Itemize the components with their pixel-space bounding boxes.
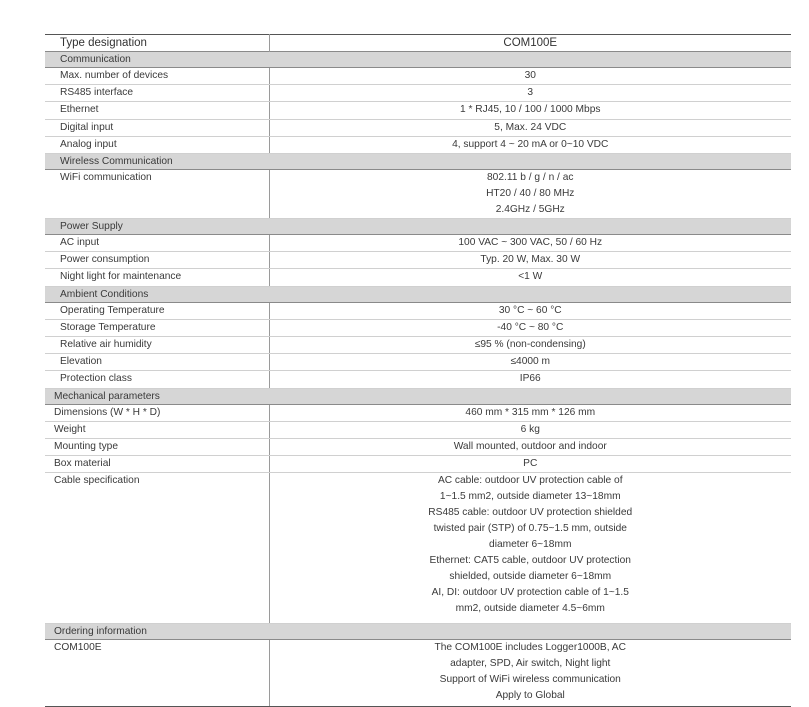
value-line: AC cable: outdoor UV protection cable of bbox=[437, 475, 623, 487]
row-value: 1 * RJ45, 10 / 100 / 1000 Mbps bbox=[269, 102, 791, 119]
row-label: WiFi communication bbox=[45, 170, 269, 219]
row-label: Dimensions (W * H * D) bbox=[45, 404, 269, 421]
table-row-cable-specification bbox=[45, 473, 791, 624]
table-row bbox=[45, 252, 791, 269]
row-label: AC input bbox=[45, 235, 269, 252]
value-line: 2.4GHz / 5GHz bbox=[495, 204, 565, 216]
table-row bbox=[45, 404, 791, 421]
table-row bbox=[45, 68, 791, 85]
row-label: Ethernet bbox=[45, 102, 269, 119]
section-title: Wireless Communication bbox=[45, 154, 791, 170]
row-value: Wall mounted, outdoor and indoor bbox=[269, 439, 791, 456]
row-label: Elevation bbox=[45, 354, 269, 371]
value-line: diameter 6~18mm bbox=[489, 539, 572, 551]
section-wireless bbox=[45, 154, 791, 170]
row-label: Operating Temperature bbox=[45, 302, 269, 319]
row-value: PC bbox=[269, 456, 791, 473]
value-line: adapter, SPD, Air switch, Night light bbox=[450, 658, 611, 670]
row-value: 30 °C ~ 60 °C bbox=[269, 302, 791, 319]
value-line: HT20 / 40 / 80 MHz bbox=[486, 188, 575, 200]
table-row bbox=[45, 456, 791, 473]
value-line: shielded, outside diameter 6~18mm bbox=[449, 571, 612, 583]
row-label: Weight bbox=[45, 421, 269, 438]
table-row bbox=[45, 421, 791, 438]
row-value: 30 bbox=[269, 68, 791, 85]
row-value bbox=[269, 473, 791, 624]
row-value: Typ. 20 W, Max. 30 W bbox=[269, 252, 791, 269]
row-value: 100 VAC ~ 300 VAC, 50 / 60 Hz bbox=[269, 235, 791, 252]
row-value: 460 mm * 315 mm * 126 mm bbox=[269, 404, 791, 421]
row-value: 4, support 4 ~ 20 mA or 0~10 VDC bbox=[269, 136, 791, 153]
spec-table bbox=[45, 34, 791, 707]
row-label: Power consumption bbox=[45, 252, 269, 269]
value-line: AI, DI: outdoor UV protection cable of 1~1.5 bbox=[431, 587, 629, 599]
row-value bbox=[269, 170, 791, 219]
row-value: 5, Max. 24 VDC bbox=[269, 119, 791, 136]
row-label: Cable specification bbox=[45, 473, 269, 624]
row-value: -40 °C ~ 80 °C bbox=[269, 319, 791, 336]
table-row bbox=[45, 439, 791, 456]
row-label: COM100E bbox=[45, 640, 269, 707]
section-ordering-information bbox=[45, 624, 791, 640]
table-row bbox=[45, 119, 791, 136]
type-designation-label: Type designation bbox=[45, 35, 269, 52]
row-value: ≤4000 m bbox=[269, 354, 791, 371]
type-designation-value: COM100E bbox=[269, 35, 791, 52]
section-title: Communication bbox=[45, 52, 791, 68]
value-line: Support of WiFi wireless communication bbox=[439, 674, 621, 686]
row-value: 6 kg bbox=[269, 421, 791, 438]
table-row-ordering bbox=[45, 640, 791, 707]
section-title: Ambient Conditions bbox=[45, 286, 791, 302]
table-row bbox=[45, 85, 791, 102]
table-header-row bbox=[45, 35, 791, 52]
value-line: 1~1.5 mm2, outside diameter 13~18mm bbox=[439, 491, 621, 503]
table-row bbox=[45, 354, 791, 371]
section-title: Mechanical parameters bbox=[45, 388, 791, 404]
row-value: <1 W bbox=[269, 269, 791, 286]
table-row bbox=[45, 102, 791, 119]
row-label: Digital input bbox=[45, 119, 269, 136]
section-title: Power Supply bbox=[45, 219, 791, 235]
row-label: Storage Temperature bbox=[45, 319, 269, 336]
table-row bbox=[45, 269, 791, 286]
table-row bbox=[45, 170, 791, 219]
row-label: Relative air humidity bbox=[45, 337, 269, 354]
value-line: Ethernet: CAT5 cable, outdoor UV protection bbox=[429, 555, 631, 567]
table-row bbox=[45, 302, 791, 319]
section-ambient-conditions bbox=[45, 286, 791, 302]
section-communication bbox=[45, 52, 791, 68]
table-row bbox=[45, 319, 791, 336]
row-label: Night light for maintenance bbox=[45, 269, 269, 286]
section-mechanical-parameters bbox=[45, 388, 791, 404]
row-label: RS485 interface bbox=[45, 85, 269, 102]
table-row bbox=[45, 371, 791, 388]
value-line: 802.11 b / g / n / ac bbox=[487, 172, 574, 184]
table-row bbox=[45, 235, 791, 252]
row-value: 3 bbox=[269, 85, 791, 102]
value-line: twisted pair (STP) of 0.75~1.5 mm, outside bbox=[433, 523, 627, 535]
value-line: Apply to Global bbox=[495, 690, 565, 702]
table-row bbox=[45, 136, 791, 153]
value-line: The COM100E includes Logger1000B, AC bbox=[434, 642, 626, 654]
value-line: RS485 cable: outdoor UV protection shielded bbox=[428, 507, 633, 519]
row-value: ≤95 % (non-condensing) bbox=[269, 337, 791, 354]
row-label: Mounting type bbox=[45, 439, 269, 456]
row-label: Box material bbox=[45, 456, 269, 473]
table-row bbox=[45, 337, 791, 354]
section-power-supply bbox=[45, 219, 791, 235]
row-label: Max. number of devices bbox=[45, 68, 269, 85]
row-label: Protection class bbox=[45, 371, 269, 388]
row-label: Analog input bbox=[45, 136, 269, 153]
row-value: IP66 bbox=[269, 371, 791, 388]
row-value bbox=[269, 640, 791, 707]
value-line: mm2, outside diameter 4.5~6mm bbox=[455, 603, 605, 615]
section-title: Ordering information bbox=[45, 624, 791, 640]
